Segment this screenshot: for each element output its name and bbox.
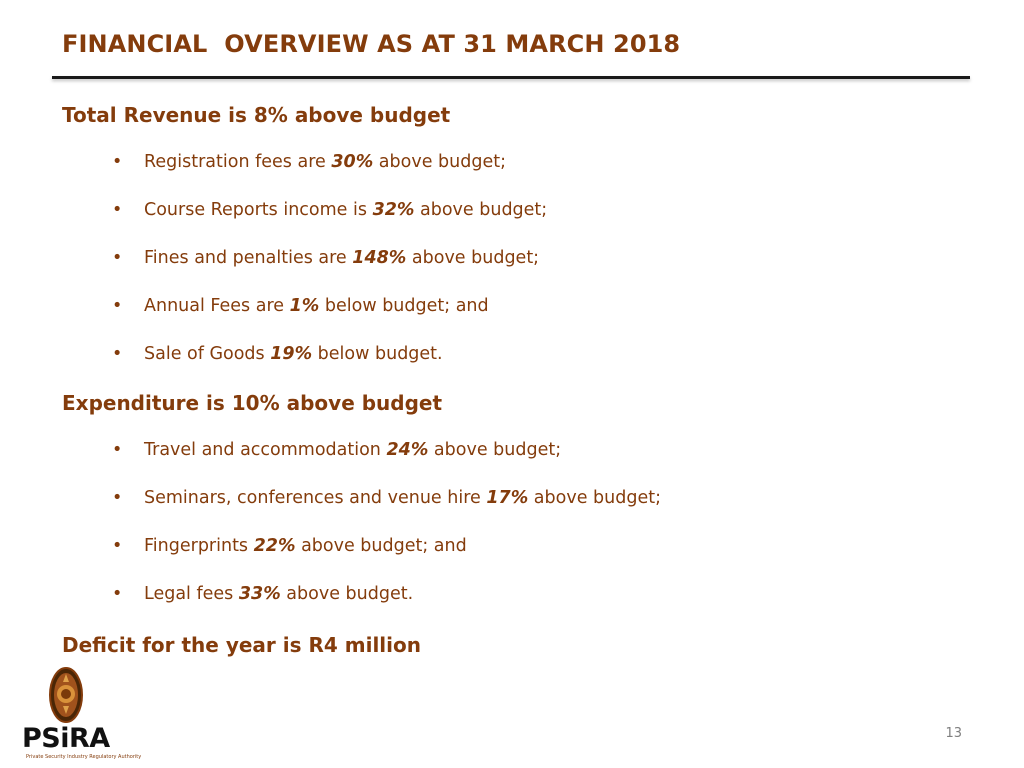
bullet-percentage: 33% [238,584,281,604]
bullet-text: Fingerprints [144,536,254,556]
expenditure-heading: Expenditure is 10% above budget [62,391,443,415]
revenue-heading: Total Revenue is 8% above budget [62,103,451,127]
bullet-percentage: 17% [486,488,529,508]
revenue-bullet-registration-fees [62,150,962,174]
bullet-text-suffix: above budget. [280,584,414,604]
revenue-bullet-list [62,150,962,366]
bullet-text: Legal fees [144,584,239,604]
bullet-icon: • [112,296,123,316]
bullet-icon: • [112,440,123,460]
bullet-text-suffix: above budget; and [295,536,467,556]
expenditure-bullet-legal-fees [62,582,962,606]
bullet-text: Fines and penalties are [144,248,353,268]
bullet-percentage: 30% [331,152,374,172]
bullet-text: Annual Fees are [144,296,290,316]
slide-title: FINANCIAL OVERVIEW AS AT 31 MARCH 2018 [62,30,681,58]
revenue-bullet-annual-fees [62,294,962,318]
bullet-text: Seminars, conferences and venue hire [144,488,487,508]
slide-content [62,100,962,660]
bullet-text-suffix: above budget; [414,200,548,220]
bullet-icon: • [112,152,123,172]
bullet-percentage: 32% [372,200,415,220]
bullet-icon: • [112,200,123,220]
bullet-icon: • [112,344,123,364]
title-divider [52,76,970,79]
bullet-text-suffix: above budget; [428,440,562,460]
psira-logo [22,666,142,762]
expenditure-bullet-travel [62,438,962,462]
bullet-text-suffix: above budget; [373,152,506,172]
bullet-text-suffix: below budget; and [319,296,489,316]
bullet-icon: • [112,584,123,604]
bullet-icon: • [112,248,123,268]
lion-crest-icon [48,666,84,724]
bullet-percentage: 19% [270,344,313,364]
bullet-icon: • [112,488,123,508]
bullet-percentage: 22% [253,536,296,556]
revenue-bullet-fines-penalties [62,246,962,270]
bullet-text-suffix: above budget; [528,488,661,508]
bullet-text: Registration fees are [144,152,332,172]
page-number: 13 [945,726,962,741]
bullet-percentage: 24% [386,440,429,460]
bullet-percentage: 1% [289,296,320,316]
revenue-bullet-sale-of-goods [62,342,962,366]
expenditure-bullet-list [62,438,962,606]
bullet-text-suffix: below budget. [312,344,443,364]
expenditure-bullet-seminars [62,486,962,510]
bullet-text: Sale of Goods [144,344,271,364]
deficit-heading: Deficit for the year is R4 million [62,633,421,657]
bullet-text: Course Reports income is [144,200,373,220]
bullet-icon: • [112,536,123,556]
logo-wordmark: PSiRA [22,723,110,754]
expenditure-bullet-fingerprints [62,534,962,558]
bullet-percentage: 148% [352,248,407,268]
logo-tagline: Private Security Industry Regulatory Authority [26,754,142,760]
revenue-bullet-course-reports [62,198,962,222]
bullet-text: Travel and accommodation [144,440,387,460]
bullet-text-suffix: above budget; [406,248,540,268]
